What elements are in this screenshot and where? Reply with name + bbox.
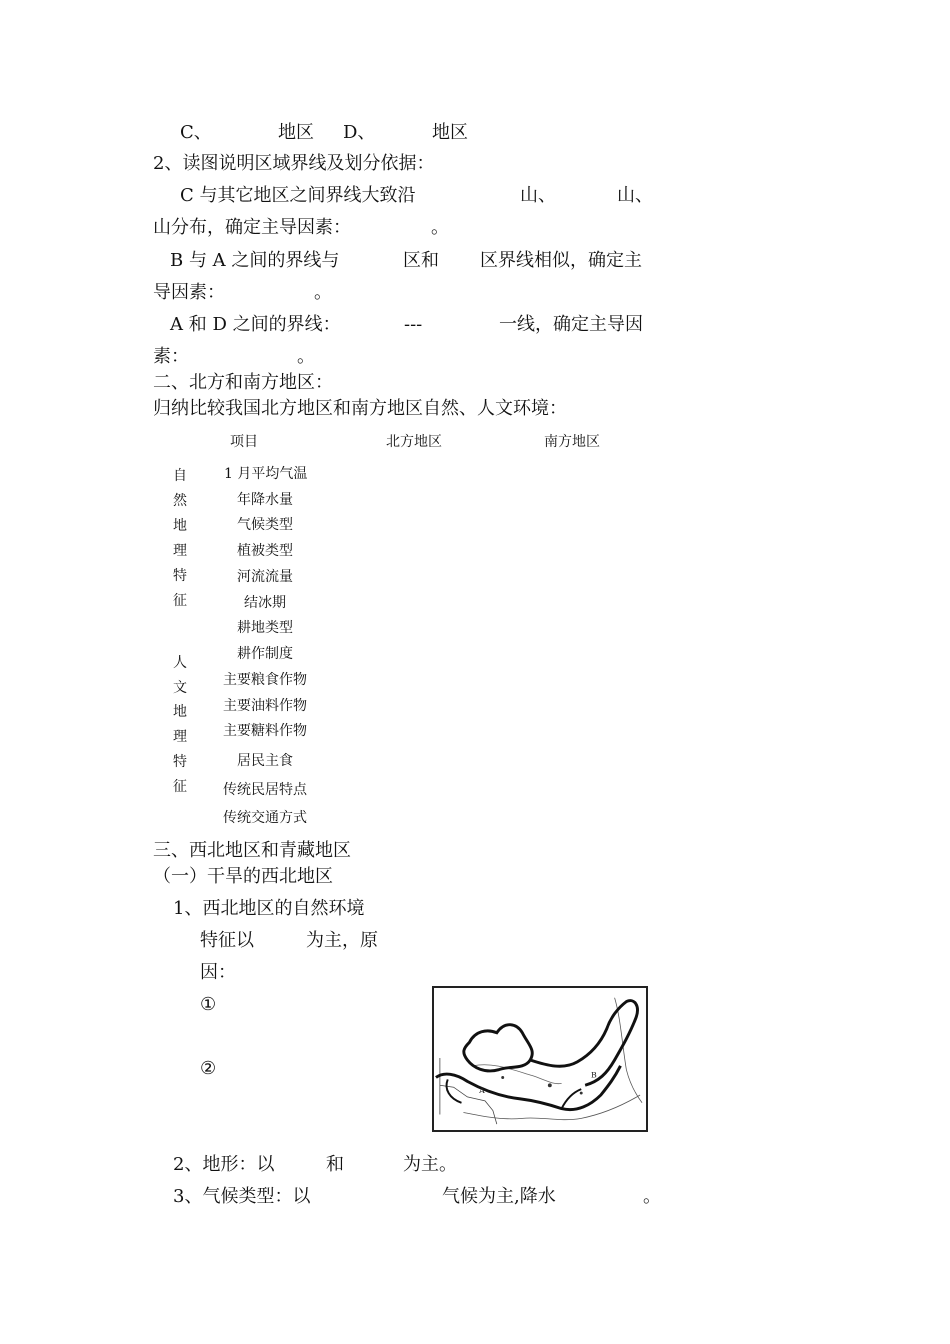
a-boundary-text: A 和 D 之间的界线： bbox=[170, 314, 341, 335]
subsection-1-heading: （一）干旱的西北地区 bbox=[153, 866, 333, 887]
table-row-label: 主要糖料作物 bbox=[223, 723, 307, 739]
table-row-label: 耕作制度 bbox=[237, 646, 293, 662]
table-row-label: 传统民居特点 bbox=[223, 782, 307, 798]
table-header-north: 北方地区 bbox=[386, 434, 442, 450]
a-boundary-factor: 素： bbox=[153, 346, 189, 367]
table-row-label: 气候类型 bbox=[237, 517, 293, 533]
table-row-label: 居民主食 bbox=[237, 753, 293, 769]
a-boundary-line: 一线，确定主导因 bbox=[499, 314, 643, 335]
b-boundary-factor: 导因素： bbox=[153, 282, 225, 303]
section-2-heading: 二、北方和南方地区： bbox=[153, 372, 333, 393]
c-boundary-period: 。 bbox=[431, 217, 449, 238]
group-natural-char: 然 bbox=[173, 493, 187, 509]
group-human-char: 人 bbox=[173, 655, 187, 671]
table-row-label: 1 月平均气温 bbox=[224, 466, 308, 482]
section-2-intro: 归纳比较我国北方地区和南方地区自然、人文环境： bbox=[153, 398, 567, 419]
table-header-south: 南方地区 bbox=[544, 434, 600, 450]
terrain-suffix: 为主。 bbox=[403, 1154, 457, 1175]
a-boundary-period: 。 bbox=[297, 346, 315, 367]
section-3-heading: 三、西北地区和青藏地区 bbox=[153, 840, 351, 861]
table-header-item: 项目 bbox=[230, 434, 258, 450]
group-natural-char: 征 bbox=[173, 593, 187, 609]
option-c: C、 bbox=[180, 122, 212, 143]
option-c-region: 地区 bbox=[278, 122, 314, 143]
table-row-label: 结冰期 bbox=[244, 595, 286, 611]
group-human-char: 地 bbox=[173, 704, 187, 720]
c-boundary-mountain-2: 山、 bbox=[617, 185, 653, 206]
b-boundary-zone-2: 区界线相似，确定主 bbox=[480, 250, 642, 271]
reason-label: 因： bbox=[200, 962, 236, 983]
feature-suffix: 为主，原 bbox=[306, 930, 378, 951]
map-label-a: A bbox=[479, 1086, 485, 1096]
question-1-title: 1、西北地区的自然环境 bbox=[173, 898, 365, 919]
a-boundary-dash: --- bbox=[404, 314, 423, 335]
table-row-label: 传统交通方式 bbox=[223, 810, 307, 826]
map-label-b: B bbox=[591, 1070, 597, 1080]
question-2-terrain: 2、地形：以 bbox=[173, 1154, 275, 1175]
group-natural-char: 特 bbox=[173, 568, 187, 584]
c-boundary-text: C 与其它地区之间界线大致沿 bbox=[180, 185, 416, 206]
group-natural-char: 自 bbox=[173, 468, 187, 484]
b-boundary-period: 。 bbox=[314, 282, 332, 303]
group-human-char: 理 bbox=[173, 729, 187, 745]
c-boundary-factor: 山分布，确定主导因素： bbox=[153, 217, 351, 238]
group-natural-char: 地 bbox=[173, 518, 187, 534]
climate-precipitation: 气候为主,降水 bbox=[442, 1186, 556, 1207]
c-boundary-mountain-1: 山、 bbox=[520, 185, 556, 206]
terrain-and: 和 bbox=[326, 1154, 344, 1175]
group-human-char: 特 bbox=[173, 754, 187, 770]
question-2-title: 2、读图说明区域界线及划分依据： bbox=[153, 153, 435, 174]
group-human-char: 文 bbox=[173, 680, 187, 696]
reason-mark-2: ② bbox=[200, 1058, 217, 1079]
table-row-label: 耕地类型 bbox=[237, 620, 293, 636]
table-row-label: 植被类型 bbox=[237, 543, 293, 559]
group-human-char: 征 bbox=[173, 779, 187, 795]
b-boundary-text: B 与 A 之间的界线与 bbox=[170, 250, 340, 271]
option-d: D、 bbox=[343, 122, 376, 143]
group-natural-char: 理 bbox=[173, 543, 187, 559]
table-row-label: 主要粮食作物 bbox=[223, 672, 307, 688]
reason-mark-1: ① bbox=[200, 994, 217, 1015]
feature-label: 特征以 bbox=[200, 930, 254, 951]
option-d-region: 地区 bbox=[432, 122, 468, 143]
climate-period: 。 bbox=[643, 1186, 661, 1207]
northwest-map bbox=[432, 986, 648, 1132]
b-boundary-zone-1: 区和 bbox=[403, 250, 439, 271]
table-row-label: 河流流量 bbox=[237, 569, 293, 585]
question-3-climate: 3、气候类型：以 bbox=[173, 1186, 311, 1207]
map-outline bbox=[434, 988, 646, 1130]
table-row-label: 年降水量 bbox=[237, 492, 293, 508]
table-row-label: 主要油料作物 bbox=[223, 698, 307, 714]
